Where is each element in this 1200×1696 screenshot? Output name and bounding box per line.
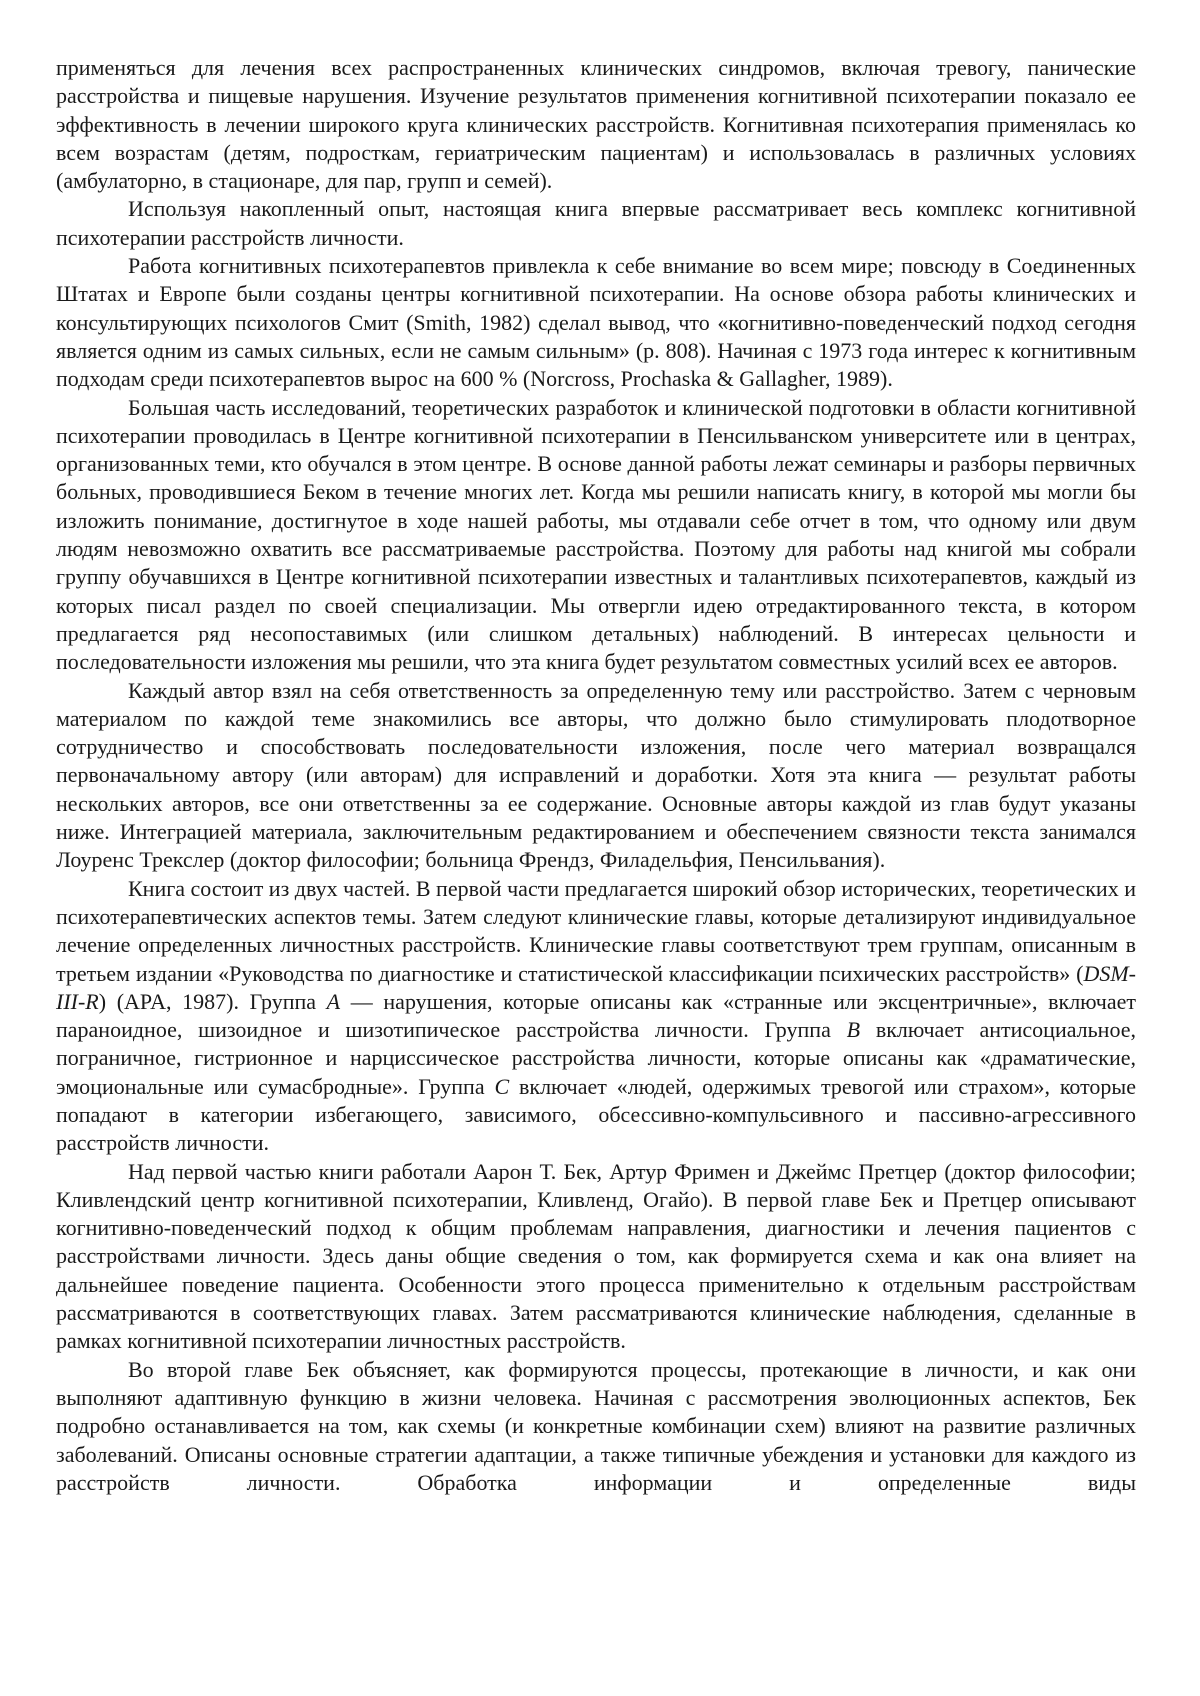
paragraph xyxy=(56,54,1136,195)
italic-text: C xyxy=(494,1074,509,1099)
italic-text: DSM-III-R xyxy=(56,961,1136,1014)
text-run: Во второй главе Бек объясняет, как формируются процессы, протекающие в личности, и как они выполняют адаптивную функцию в жизни человека. Начиная с рассмотрения эволюционных аспектов, Бек подробно останавливается на том, как схемы (и конкретные комбинации схем) влияют на развитие различных заболеваний. Описаны основные стратегии адаптации, а также типичные убеждения и установки для каждого из расстройств личности. Обработка информации и определенные виды xyxy=(56,1357,1136,1495)
document-page xyxy=(56,54,1136,1497)
text-run: включает «людей, одержимых тревогой или страхом», которые попадают в категории избегающего, зависимого, обсессивно-компульсивного и пассивно-агрессивного расстройств личности. xyxy=(56,1074,1136,1156)
text-run: включает антисоциальное, пограничное, гистрионное и нарциссическое расстройства личности, которые описаны как «драматические, эмоциональные или сумасбродные». Группа xyxy=(56,1017,1136,1099)
text-run: Над первой частью книги работали Аарон Т. Бек, Артур Фримен и Джеймс Претцер (доктор философии; Кливлендский центр когнитивной психотерапии, Кливленд, Огайо). В первой главе Бек и Претцер описывают когнитивно-поведенческий подход к общим проблемам направления, диагностики и лечения пациентов с расстройствами личности. Здесь даны общие сведения о том, как формируется схема и как она влияет на дальнейшее поведение пациента. Особенности этого процесса применительно к отдельным расстройствам рассматриваются в соответствующих главах. Затем рассматриваются клинические наблюдения, сделанные в рамках когнитивной психотерапии личностных расстройств. xyxy=(56,1159,1136,1354)
paragraph xyxy=(56,1356,1136,1497)
text-run: Каждый автор взял на себя ответственность за определенную тему или расстройство. Затем с черновым материалом по каждой теме знакомились все авторы, что должно было стимулировать плодотворное сотрудничество и способствовать последовательности изложения, после чего материал возвращался первоначальному автору (или авторам) для исправлений и доработки. Хотя эта книга — результат работы нескольких авторов, все они ответственны за ее содержание. Основные авторы каждой из глав будут указаны ниже. Интеграцией материала, заключительным редактированием и обеспечением связности текста занимался Лоуренс Трекслер (доктор философии; больница Френдз, Филадельфия, Пенсильвания). xyxy=(56,678,1136,873)
paragraph xyxy=(56,195,1136,252)
paragraph xyxy=(56,875,1136,1158)
paragraph xyxy=(56,677,1136,875)
italic-text: B xyxy=(847,1017,860,1042)
text-run: ) (APA, 1987). Группа xyxy=(99,989,327,1014)
text-run: применяться для лечения всех распространенных клинических синдромов, включая тревогу, панические расстройства и пищевые нарушения. Изучение результатов применения когнитивной психотерапии показало ее эффективность в лечении широкого круга клинических расстройств. Когнитивная психотерапия применялась ко всем возрастам (детям, подросткам, гериатрическим пациентам) и использовалась в различных условиях (амбулаторно, в стационаре, для пар, групп и семей). xyxy=(56,55,1136,193)
paragraph xyxy=(56,394,1136,677)
italic-text: A xyxy=(327,989,340,1014)
text-run: Книга состоит из двух частей. В первой части предлагается широкий обзор исторических, теоретических и психотерапевтических аспектов темы. Затем следуют клинические главы, которые детализируют индивидуальное лечение определенных личностных расстройств. Клинические главы соответствуют трем группам, описанным в третьем издании «Руководства по диагностике и статистической классификации психических расстройств» ( xyxy=(56,876,1136,986)
text-run: Используя накопленный опыт, настоящая книга впервые рассматривает весь комплекс когнитивной психотерапии расстройств личности. xyxy=(56,196,1136,249)
paragraph xyxy=(56,252,1136,393)
text-run: Работа когнитивных психотерапевтов привлекла к себе внимание во всем мире; повсюду в Соединенных Штатах и Европе были созданы центры когнитивной психотерапии. На основе обзора работы клинических и консультирующих психологов Смит (Smith, 1982) сделал вывод, что «когнитивно-поведенческий подход сегодня является одним из самых сильных, если не самым сильным» (p. 808). Начиная с 1973 года интерес к когнитивным подходам среди психотерапевтов вырос на 600 % (Norcross, Prochaska & Gallagher, 1989). xyxy=(56,253,1136,391)
text-run: — нарушения, которые описаны как «странные или эксцентричные», включает параноидное, шизоидное и шизотипическое расстройства личности. Группа xyxy=(56,989,1136,1042)
text-run: Большая часть исследований, теоретических разработок и клинической подготовки в области когнитивной психотерапии проводилась в Центре когнитивной психотерапии в Пенсильванском университете или в центрах, организованных теми, кто обучался в этом центре. В основе данной работы лежат семинары и разборы первичных больных, проводившиеся Беком в течение многих лет. Когда мы решили написать книгу, в которой мы могли бы изложить понимание, достигнутое в ходе нашей работы, мы отдавали себе отчет в том, что одному или двум людям невозможно охватить все рассматриваемые расстройства. Поэтому для работы над книгой мы собрали группу обучавшихся в Центре когнитивной психотерапии известных и талантливых психотерапевтов, каждый из которых писал раздел по своей специализации. Мы отвергли идею отредактированного текста, в котором предлагается ряд несопоставимых (или слишком детальных) наблюдений. В интересах цельности и последовательности изложения мы решили, что эта книга будет результатом совместных усилий всех ее авторов. xyxy=(56,395,1136,675)
paragraph xyxy=(56,1158,1136,1356)
